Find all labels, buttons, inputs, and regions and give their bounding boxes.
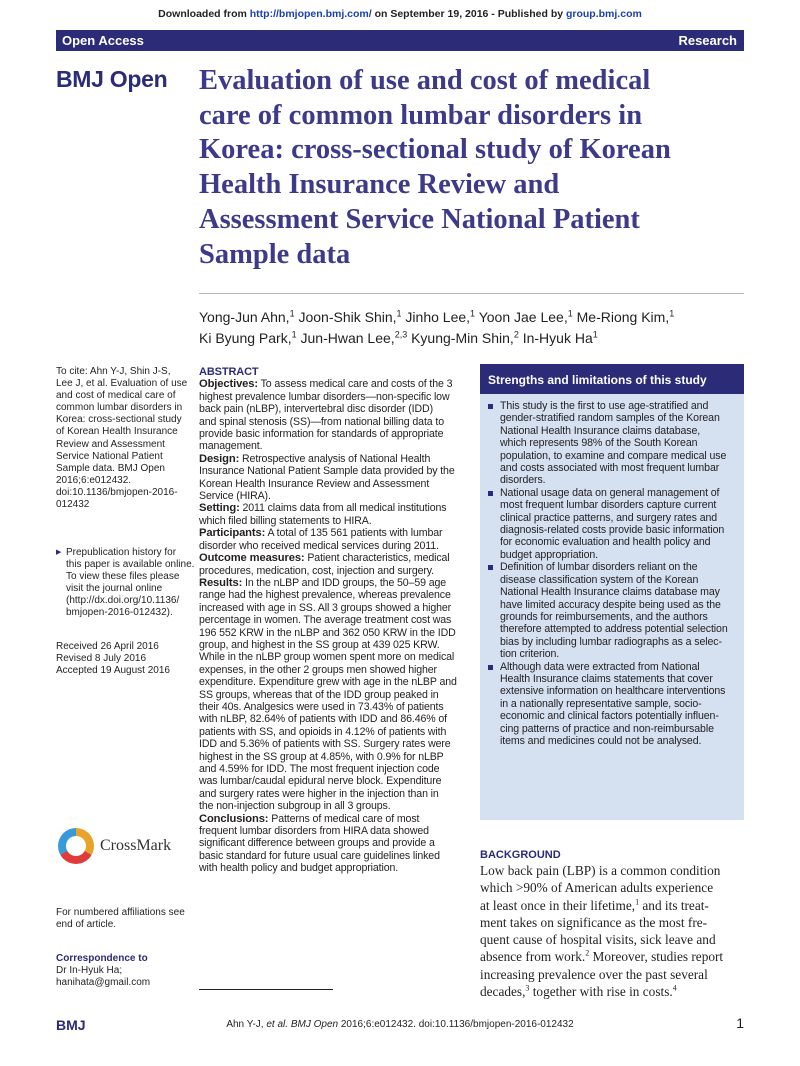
background-line — [480, 966, 744, 983]
background-text-run: ment takes on significance as the most fre- — [480, 914, 708, 930]
prepub-line — [56, 595, 184, 607]
background-line — [480, 879, 744, 896]
abstract — [199, 366, 464, 875]
strength-bullet-line: for economic evaluation and health policy and — [500, 536, 711, 549]
citation-line: To cite: Ahn Y-J, Shin J-S, — [56, 366, 171, 377]
author-name: Me-Riong Kim, — [572, 309, 670, 325]
abstract-subheading: Design: — [199, 452, 240, 465]
abstract-subheading: Objectives: — [199, 378, 258, 391]
abstract-line — [199, 726, 464, 738]
abstract-text: SS groups, whereas that of the IDD group peaked in — [199, 688, 439, 701]
strength-bullet-line: which represents 98% of the South Korean — [500, 437, 698, 450]
strengths-limitations-box — [480, 364, 744, 820]
background-line — [480, 983, 744, 1000]
abstract-line — [199, 751, 464, 763]
revised-date: Revised 8 July 2016 — [56, 653, 147, 665]
background-text-run: Moreover, studies report — [589, 949, 724, 965]
citation-line: and cost of medical care of — [56, 390, 176, 402]
background-heading: BACKGROUND — [480, 849, 561, 861]
download-prefix: Downloaded from — [158, 8, 250, 20]
abstract-text: highest prevalence lumbar disorders—non-specific low — [199, 390, 450, 403]
abstract-text: disorder who received medical services during 2011. — [199, 539, 439, 552]
prepub-line — [56, 583, 184, 595]
download-middle: on September 19, 2016 - Published by — [371, 8, 566, 20]
citation-line: 2016;6:e012432. — [56, 474, 132, 486]
author-affil-mark: 1 — [289, 308, 295, 319]
abstract-line — [199, 639, 464, 651]
abstract-text: 2011 claims data from all medical institutions — [239, 502, 447, 515]
crossmark-label: CrossMark — [100, 837, 172, 854]
author-name: Jun-Hwan Lee, — [296, 329, 395, 346]
abstract-text: Retrospective analysis of National Health — [239, 452, 431, 465]
background-line — [480, 931, 744, 948]
strength-bullet-line: This study is the first to use age-stratified and — [486, 400, 738, 412]
author-name: Jinho Lee, — [401, 309, 471, 325]
abstract-text: Korean Health Insurance Review and Assessment — [199, 477, 430, 490]
abstract-subheading: Participants: — [199, 527, 266, 540]
open-access-label: Open Access — [62, 33, 144, 48]
background-text-run: increasing prevalence over the past several — [480, 966, 708, 982]
strength-bullet-line: have limited accuracy despite being used as the — [500, 598, 721, 611]
author-affil-mark: 1 — [669, 308, 675, 319]
abstract-text: and spinal stenosis (SS)—from national billing data to — [199, 415, 444, 428]
abstract-line — [199, 775, 464, 787]
title-line: Sample data — [199, 238, 351, 270]
abstract-text: back pain (nLBP), intervertebral disc disorder (IDD) — [199, 403, 433, 416]
reference-mark: 4 — [672, 983, 677, 993]
prepub-text: this paper is available online. — [66, 559, 195, 571]
crossmark-icon — [58, 828, 94, 864]
strength-bullet-line: bias by including lumbar radiographs as a selec- — [500, 635, 722, 648]
strength-bullet-line: and costs associated with most frequent lumbar — [500, 462, 720, 475]
triangle-bullet-icon: ▶ — [56, 549, 62, 556]
background-text-run: together with rise in costs. — [529, 984, 673, 1000]
journal-logo: BMJ Open — [56, 66, 168, 92]
abstract-line — [199, 465, 464, 477]
author-affil-mark: 1 — [291, 328, 297, 339]
abstract-line — [199, 515, 464, 527]
abstract-text: percentage in women. The average treatment cost was — [199, 614, 452, 627]
strength-bullet-line: Although data were extracted from National — [486, 661, 738, 673]
abstract-text: with nLBP, 82.64% of patients with IDD and 86.46% of — [199, 713, 447, 726]
background-text — [480, 862, 744, 1000]
author-line — [199, 328, 744, 349]
citation-line: Korea: cross-sectional study — [56, 414, 182, 426]
abstract-line — [199, 763, 464, 775]
background-text-run: and its treat- — [639, 897, 709, 913]
background-line — [480, 862, 744, 879]
citation-line: of Korean Health Insurance — [56, 426, 178, 438]
abstract-text: 196 552 KRW in the nLBP and 362 050 KRW in the IDD — [199, 626, 456, 639]
correspondence — [56, 953, 184, 989]
abstract-line — [199, 689, 464, 701]
abstract-text: Patterns of medical care of most — [268, 812, 420, 825]
abstract-text: with health policy and budget appropriation. — [199, 862, 399, 875]
abstract-text: increased with age in SS. All 3 groups showed a higher — [199, 601, 452, 614]
article-dates — [56, 641, 184, 677]
prepub-line — [56, 571, 184, 583]
abstract-text: Patient characteristics, medical — [304, 552, 450, 565]
abstract-text: group, and highest in the SS group at 439 025 KRW. — [199, 638, 440, 651]
prepub-line — [56, 559, 195, 571]
strength-bullet-line: grounds for reimbursements, and the authors — [500, 610, 708, 623]
abstract-subheading: Setting: — [199, 502, 240, 515]
author-affil-mark: 1 — [396, 308, 402, 319]
abstract-line — [199, 440, 464, 452]
background-line — [480, 948, 744, 965]
abstract-line — [199, 825, 464, 837]
strength-bullet-line: budget appropriation. — [500, 548, 599, 561]
abstract-line — [199, 391, 464, 403]
title-divider — [199, 293, 744, 294]
abstract-text: A total of 135 561 patients with lumbar — [265, 527, 443, 540]
strength-bullet-line: extensive information on healthcare interventions — [500, 685, 726, 698]
citation-note — [56, 366, 188, 511]
abstract-line — [199, 403, 464, 415]
author-affil-mark: 2,3 — [394, 328, 408, 339]
abstract-text: To assess medical care and costs of the 3 — [258, 378, 453, 391]
abstract-line — [199, 602, 464, 614]
abstract-line — [199, 378, 464, 390]
abstract-line — [199, 651, 464, 663]
prepublication-note — [56, 547, 195, 620]
prepub-text: bmjopen-2016-012432). — [66, 607, 173, 619]
affil-line: For numbered affiliations see — [56, 907, 185, 918]
abstract-line — [199, 664, 464, 676]
strength-bullet-line: most frequent lumbar disorders capture current — [500, 499, 717, 512]
background-text-run: at least once in their lifetime, — [480, 897, 636, 913]
background-text-run: which >90% of American adults experience — [480, 880, 714, 896]
citation-line: Review and Assessment — [56, 438, 165, 450]
title-line: Health Insurance Review and — [199, 169, 560, 201]
strength-bullet-line: Definition of lumbar disorders reliant on the — [486, 561, 738, 573]
abstract-line — [199, 813, 464, 825]
prepub-text: Prepublication history for — [66, 547, 177, 558]
abstract-line — [199, 565, 464, 577]
strength-bullet-line: cing patterns of practice and non-reimbursable — [500, 722, 714, 735]
abstract-text: frequent lumbar disorders from HIRA data showed — [199, 825, 429, 838]
abstract-line — [199, 502, 464, 514]
abstract-heading: ABSTRACT — [199, 366, 259, 378]
title-line: care of common lumbar disorders in — [199, 99, 643, 131]
abstract-text: IDD and 5.36% of patients with SS. Surgery rates were — [199, 738, 451, 751]
author-list — [199, 307, 744, 348]
reference-mark: 2 — [585, 949, 590, 959]
author-name: Yoon Jae Lee, — [475, 309, 568, 325]
section-label: Research — [678, 33, 737, 48]
author-name: Ki Byung Park, — [199, 329, 292, 346]
abstract-subheading: Results: — [199, 576, 243, 589]
abstract-line — [199, 428, 464, 440]
strength-bullet-line: items and medicines could not be analysed. — [500, 734, 702, 747]
abstract-subheading: Conclusions: — [199, 812, 269, 825]
abstract-text: provide basic information for standards of appropriate — [199, 428, 444, 441]
abstract-line — [199, 589, 464, 601]
abstract-divider — [199, 989, 333, 990]
citation-line: Lee J, et al. Evaluation of use — [56, 378, 188, 390]
author-affil-mark: 2 — [513, 328, 519, 339]
abstract-line — [199, 490, 464, 502]
prepub-text: visit the journal online — [66, 583, 163, 595]
strength-bullet-line: clinical practice patterns, and surgery rates and — [500, 511, 718, 524]
abstract-text: and surgery rates were higher in the injection than in — [199, 787, 439, 800]
footer-cite-etal: et al. — [266, 1019, 289, 1030]
abstract-line — [199, 453, 464, 465]
correspondence-heading: Correspondence to — [56, 953, 148, 964]
strengths-heading: Strengths and limitations of this study — [480, 364, 744, 394]
article-title — [199, 64, 744, 272]
prepub-line — [56, 607, 184, 619]
strength-bullet-line: gender-stratified random samples of the Korean — [500, 412, 720, 425]
abstract-line — [199, 627, 464, 639]
author-name: Joon-Shik Shin, — [294, 309, 397, 325]
correspondence-name: Dr In-Hyuk Ha; — [56, 965, 123, 977]
strength-bullet-line: National Health Insurance claims database, — [500, 424, 701, 437]
strength-bullet-line: population, to examine and compare medical use — [500, 449, 727, 462]
accepted-date: Accepted 19 August 2016 — [56, 665, 170, 677]
strength-bullet-line: tion criterion. — [500, 648, 560, 661]
group-site-link[interactable]: group.bmj.com — [565, 8, 642, 20]
abstract-line — [199, 701, 464, 713]
strength-bullet-line: National Health Insurance claims database may — [500, 586, 720, 599]
background-text-run: decades, — [480, 984, 526, 1000]
citation-line: 012432 — [56, 499, 90, 511]
strength-bullet-line: Health Insurance claims statements that cover — [500, 672, 713, 685]
abstract-line — [199, 862, 464, 874]
abstract-text: basic standard for future usual care guidelines linked — [199, 849, 440, 862]
author-affil-mark: 1 — [470, 308, 476, 319]
abstract-text: significant difference between groups and provide a — [199, 837, 435, 850]
abstract-text: In the nLBP and IDD groups, the 50–59 age — [242, 576, 447, 589]
abstract-line — [199, 837, 464, 849]
abstract-line — [199, 552, 464, 564]
page-number: 1 — [736, 1015, 744, 1031]
title-line: Evaluation of use and cost of medical — [199, 65, 651, 96]
abstract-line — [199, 738, 464, 750]
download-url-link[interactable]: http://bmjopen.bmj.com/ — [249, 8, 372, 20]
download-notice — [0, 8, 800, 20]
footer-cite-journal: BMJ Open — [288, 1019, 339, 1030]
abstract-text: the non-injection subgroup in all 3 groups. — [199, 800, 391, 813]
reference-mark: 1 — [635, 897, 640, 907]
header-banner — [56, 30, 744, 51]
author-affil-mark: 1 — [592, 328, 598, 339]
background-text-run: quent cause of hospital visits, sick leave and — [480, 932, 716, 948]
abstract-text: expenditure. Expenditure grew with age in the nLBP and — [199, 676, 457, 689]
background-line — [480, 914, 744, 931]
strength-bullet-line: disorders. — [500, 474, 546, 487]
abstract-line — [199, 614, 464, 626]
strengths-list — [480, 394, 744, 747]
author-line — [199, 307, 744, 328]
footer-citation — [0, 1019, 800, 1030]
abstract-text: which filed billing statements to HIRA. — [199, 514, 372, 527]
strength-bullet-line: National usage data on general management of — [486, 487, 738, 499]
abstract-text: management. — [199, 440, 263, 453]
prepub-text: To view these files please — [66, 571, 180, 583]
author-affil-mark: 1 — [567, 308, 573, 319]
abstract-line — [199, 478, 464, 490]
prepub-line — [56, 547, 184, 559]
background-line — [480, 897, 744, 914]
abstract-text: Service (HIRA). — [199, 490, 271, 503]
abstract-line — [199, 416, 464, 428]
author-name: In-Hyuk Ha — [518, 329, 593, 346]
prepub-text: (http://dx.doi.org/10.1136/ — [66, 595, 180, 607]
title-line: Assessment Service National Patient — [199, 203, 640, 235]
citation-line: common lumbar disorders in — [56, 402, 183, 414]
abstract-text: range had the highest prevalence, whereas prevalence — [199, 589, 451, 602]
abstract-text: was lumbar/caudal epidural nerve block. Expenditure — [199, 775, 442, 788]
strength-bullet-line: diagnosis-related costs provide basic information — [500, 524, 725, 537]
affiliations-note — [56, 907, 184, 931]
author-name: Kyung-Min Shin, — [407, 329, 514, 346]
author-name: Yong-Jun Ahn, — [199, 309, 290, 325]
background-text-run: Low back pain (LBP) is a common condition — [480, 863, 721, 878]
citation-line: doi:10.1136/bmjopen-2016- — [56, 486, 178, 498]
crossmark-badge[interactable] — [56, 826, 186, 868]
received-date: Received 26 April 2016 — [56, 641, 159, 652]
background-section — [480, 848, 744, 1000]
abstract-text: expenses, in the other 2 groups men showed higher — [199, 663, 437, 676]
strength-bullet-line: therefore attempted to address potential selection — [500, 623, 728, 636]
abstract-line — [199, 850, 464, 862]
abstract-line — [199, 713, 464, 725]
abstract-text: Insurance National Patient Sample data provided by the — [199, 465, 455, 478]
abstract-line — [199, 540, 464, 552]
footer-cite-prefix: Ahn Y-J, — [226, 1019, 267, 1030]
footer-logo: BMJ — [56, 1017, 86, 1033]
strength-bullet-line: disease classification system of the Korean — [500, 573, 699, 586]
abstract-text: procedures, medication, cost, injection and surgery. — [199, 564, 434, 577]
abstract-text: While in the nLBP group women spent more on medical — [199, 651, 455, 664]
strength-bullet-line: economic and clinical factors potentially influen- — [500, 710, 719, 723]
footer-cite-rest: 2016;6:e012432. doi:10.1136/bmjopen-2016-012432 — [338, 1019, 574, 1030]
abstract-line — [199, 676, 464, 688]
citation-line: Sample data. BMJ Open — [56, 462, 165, 474]
abstract-line — [199, 788, 464, 800]
background-text-run: absence from work. — [480, 949, 586, 965]
abstract-subheading: Outcome measures: — [199, 552, 305, 565]
correspondence-email[interactable]: hanihata@gmail.com — [56, 977, 151, 989]
citation-line: Service National Patient — [56, 450, 163, 462]
abstract-line — [199, 800, 464, 812]
abstract-text: and 4.59% for IDD. The most frequent injection code — [199, 763, 440, 775]
title-line: Korea: cross-sectional study of Korean — [199, 134, 671, 166]
abstract-line — [199, 577, 464, 589]
abstract-text: patients with SS, and opioids in 4.12% of patients with — [199, 725, 447, 738]
reference-mark: 3 — [525, 983, 530, 993]
abstract-text: their 40s. Analgesics were used in 73.43% of patients — [199, 700, 444, 713]
strength-bullet-line: in a nationally representative sample, socio- — [500, 697, 702, 710]
abstract-text: highest in the SS group at 4.85%, with 0.9% for nLBP — [199, 750, 444, 763]
abstract-line — [199, 527, 464, 539]
affil-line: end of article. — [56, 919, 117, 931]
